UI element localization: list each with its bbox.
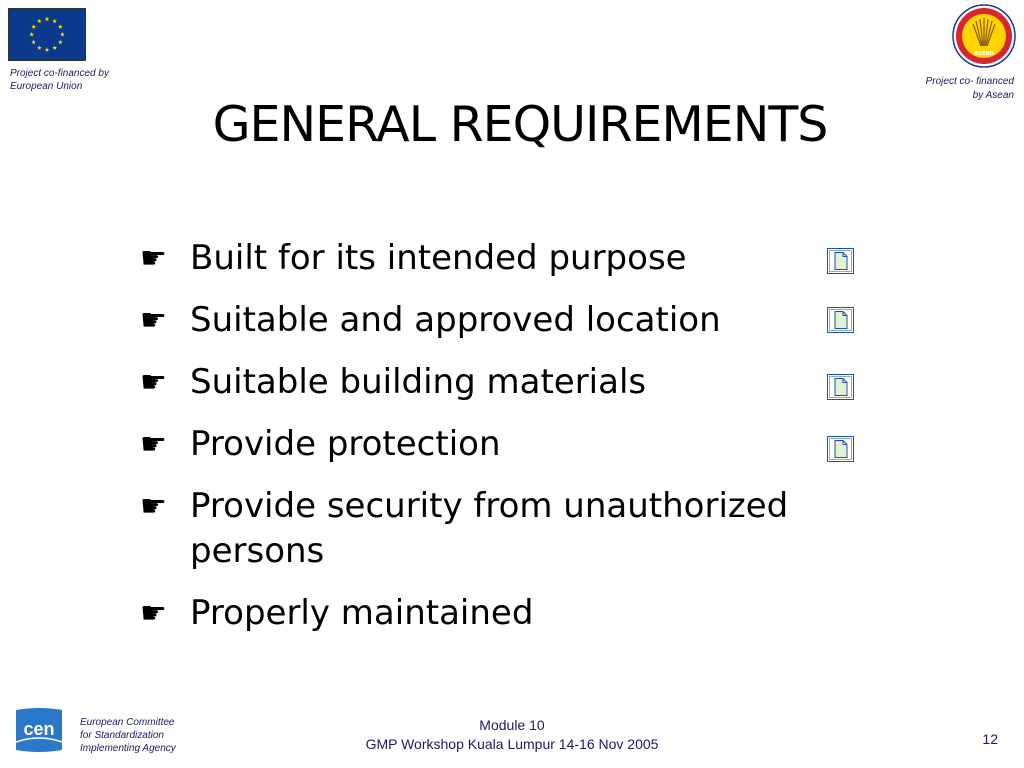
eu-caption-line: European Union bbox=[10, 81, 83, 92]
bullet-item bbox=[140, 360, 830, 405]
cen-caption bbox=[80, 716, 176, 755]
document-link-icon[interactable] bbox=[827, 374, 854, 400]
asean-emblem-icon bbox=[952, 4, 1016, 68]
pointing-hand-icon: ☛ bbox=[140, 303, 167, 338]
footer-workshop: GMP Workshop Kuala Lumpur 14-16 Nov 2005 bbox=[365, 736, 659, 752]
cen-logo-text: cen bbox=[23, 719, 55, 739]
bullet-text-continuation: persons bbox=[190, 531, 325, 571]
bullet-item bbox=[140, 484, 830, 574]
pointing-hand-icon: ☛ bbox=[140, 596, 167, 631]
pointing-hand-icon: ☛ bbox=[140, 365, 167, 400]
document-link-icon[interactable] bbox=[827, 248, 854, 274]
cen-caption-line: for Standardization bbox=[80, 730, 164, 741]
bullet-text: Provide protection bbox=[190, 424, 501, 464]
document-link-icon[interactable] bbox=[827, 436, 854, 462]
document-link-icon[interactable] bbox=[827, 307, 854, 333]
asean-logo-text: asean bbox=[974, 50, 994, 57]
cen-caption-line: Implementing Agency bbox=[80, 743, 176, 754]
eu-flag-logo bbox=[8, 8, 86, 61]
page-number: 12 bbox=[982, 731, 998, 747]
bullet-text: Provide security from unauthorized bbox=[190, 486, 789, 526]
bullet-text: Properly maintained bbox=[190, 593, 534, 633]
eu-caption bbox=[10, 67, 109, 93]
eu-stars-icon bbox=[9, 9, 85, 60]
bullet-item bbox=[140, 422, 830, 467]
bullet-list bbox=[140, 236, 830, 636]
pointing-hand-icon: ☛ bbox=[140, 427, 167, 462]
pointing-hand-icon: ☛ bbox=[140, 489, 167, 524]
bullet-text: Built for its intended purpose bbox=[190, 238, 687, 278]
bullet-item bbox=[140, 298, 830, 343]
asean-caption-line: by Asean bbox=[972, 90, 1014, 101]
footer-center bbox=[280, 716, 744, 754]
pointing-hand-icon: ☛ bbox=[140, 241, 167, 276]
footer-module: Module 10 bbox=[479, 717, 545, 733]
asean-logo bbox=[952, 4, 1016, 68]
bullet-item bbox=[140, 236, 830, 281]
slide-title: GENERAL REQUIREMENTS bbox=[212, 96, 828, 153]
bullet-text: Suitable building materials bbox=[190, 362, 647, 402]
cen-caption-line: European Committee bbox=[80, 717, 175, 728]
bullet-text: Suitable and approved location bbox=[190, 300, 721, 340]
cen-logo bbox=[14, 708, 64, 752]
bullet-item bbox=[140, 591, 830, 636]
asean-caption-line: Project co- financed bbox=[925, 76, 1014, 87]
cen-emblem-icon bbox=[14, 708, 64, 752]
eu-caption-line: Project co-financed by bbox=[10, 68, 109, 79]
